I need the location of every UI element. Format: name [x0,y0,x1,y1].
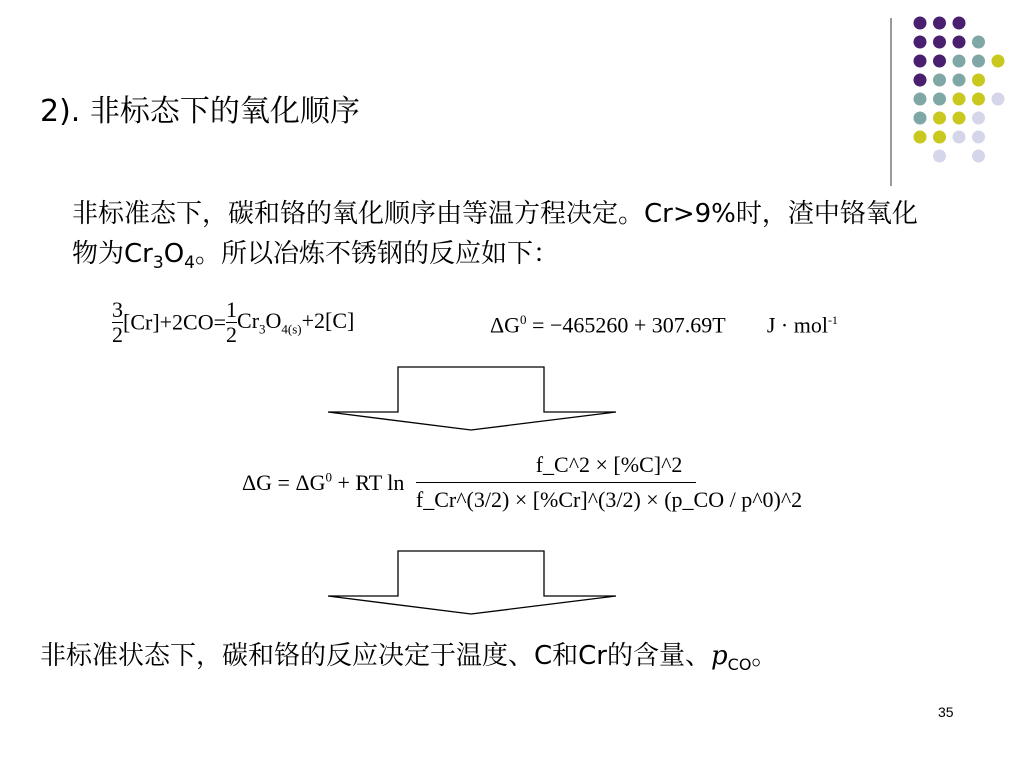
decorative-dot [914,112,927,125]
decorative-dot [972,74,985,87]
reaction-equation [112,298,354,347]
gibbs-unit: J · mol [766,312,828,338]
decorative-dot [972,93,985,106]
iso-denominator: f_Cr^(3/2) × [%Cr]^(3/2) × (p_CO / p^0)^2 [415,487,803,512]
intro-text-1: 非标准态下，碳和铬的氧化顺序由等温方程决定。Cr>9%时，渣中铬氧化物为Cr [72,199,918,269]
decorative-dot [933,17,946,30]
decorative-dot [953,17,966,30]
reaction-product: Cr [237,307,260,333]
gibbs-sup: 0 [520,312,527,327]
conclusion-sub: CO [727,655,752,675]
intro-sub-2: 4 [184,253,195,274]
decorative-dot [972,150,985,163]
coef1-denominator: 2 [112,322,123,347]
decorative-dot [953,93,966,106]
decorative-dot [953,131,966,144]
decorative-dot [992,93,1005,106]
decorative-dot [953,55,966,68]
decorative-dot-grid [896,10,1016,170]
iso-numerator: f_C^2 × [%C]^2 [535,452,683,477]
intro-text-3: 。所以冶炼不锈钢的反应如下： [194,239,559,269]
intro-sub-1: 3 [152,253,164,274]
decorative-dot [953,112,966,125]
slide-title: 2). 非标态下的氧化顺序 [40,94,360,129]
intro-text-2: O [163,239,185,269]
decorative-dot [914,131,927,144]
decorative-dot [914,74,927,87]
iso-lhs: ΔG = ΔG [242,469,326,495]
conclusion-end: 。 [751,641,778,671]
coef2-denominator: 2 [226,322,238,347]
decorative-dot [914,55,927,68]
decorative-dot [972,36,985,49]
decorative-dot [933,93,946,106]
decorative-dot [972,55,985,68]
coef-one-half [226,298,237,347]
decorative-dot [933,112,946,125]
reaction-lhs: [Cr]+2CO= [123,309,227,335]
gibbs-lhs: ΔG [490,312,521,338]
conclusion-text: 非标准状态下，碳和铬的反应决定于温度、C和Cr的含量、 [40,641,711,671]
gibbs-rhs: = −465260 + 307.69T [532,312,726,338]
intro-paragraph [72,194,932,283]
reaction-rhs: +2[C] [301,307,355,333]
divider-line [890,18,892,186]
reaction-product-o: O [265,307,282,333]
iso-sup: 0 [325,469,332,485]
decorative-dot [933,36,946,49]
decorative-dot [933,74,946,87]
down-arrow-1 [324,364,620,434]
decorative-dot [914,93,927,106]
decorative-dot [914,36,927,49]
coef-three-halves [112,298,123,347]
coef1-numerator: 3 [112,297,123,322]
reaction-product-sub2: 4(s) [281,321,302,337]
iso-mid: + RT ln [331,469,405,495]
isotherm-equation [242,448,802,517]
decorative-dot [972,112,985,125]
down-arrow-2 [324,548,620,618]
standard-gibbs-equation [490,312,838,338]
page-number: 35 [938,704,954,720]
iso-fraction [416,448,802,517]
reaction-product-sub1: 3 [259,321,266,337]
decorative-dot [933,131,946,144]
decorative-dot [933,55,946,68]
decorative-dot [953,36,966,49]
decorative-dot [933,150,946,163]
conclusion-p: p [711,641,728,671]
decorative-dot [953,74,966,87]
gibbs-unit-sup: -1 [827,313,838,327]
decorative-dot [914,17,927,30]
conclusion [40,636,777,685]
coef2-numerator: 1 [226,297,238,322]
decorative-dot [972,131,985,144]
decorative-dot [992,55,1005,68]
